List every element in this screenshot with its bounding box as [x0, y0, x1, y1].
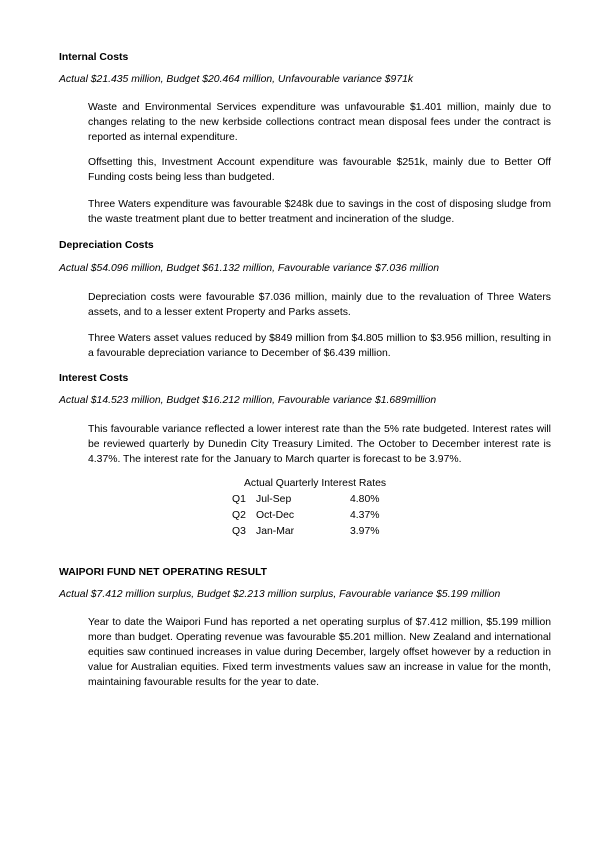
interest-rates-title: Actual Quarterly Interest Rates — [244, 478, 387, 489]
depreciation-costs-summary: Actual $54.096 million, Budget $61.132 million, Favourable variance $7.036 million — [59, 263, 440, 274]
interest-rate-row — [232, 510, 392, 525]
rate-quarter: Q3 — [232, 526, 246, 537]
internal-costs-paragraph: Waste and Environmental Services expenditure was unfavourable $1.401 million, mainly due to changes relating to the new kerbside collections contract mean disposal fees under the contract is reported as internal expenditure. — [88, 102, 551, 143]
interest-rate-row — [232, 526, 392, 541]
internal-costs-summary: Actual $21.435 million, Budget $20.464 million, Unfavourable variance $971k — [59, 74, 414, 85]
interest-costs-heading: Interest Costs — [59, 373, 129, 384]
internal-costs-paragraph: Three Waters expenditure was favourable $248k due to savings in the cost of disposing sludge from the waste treatment plant due to better treatment and incineration of the sludge. — [88, 199, 551, 225]
rate-quarter: Q1 — [232, 494, 246, 505]
rate-period: Jul-Sep — [256, 494, 292, 505]
rate-period: Oct-Dec — [256, 510, 295, 521]
waipori-fund-summary: Actual $7.412 million surplus, Budget $2.213 million surplus, Favourable variance $5.199 million — [59, 589, 501, 600]
depreciation-costs-heading: Depreciation Costs — [59, 240, 154, 251]
internal-costs-heading: Internal Costs — [59, 52, 129, 63]
interest-costs-summary: Actual $14.523 million, Budget $16.212 million, Favourable variance $1.689million — [59, 395, 437, 406]
rate-quarter: Q2 — [232, 510, 246, 521]
rate-value: 4.80% — [350, 494, 380, 505]
interest-costs-paragraph: This favourable variance reflected a lower interest rate than the 5% rate budgeted. Interest rates will be reviewed quarterly by Dunedin City Treasury Limited. The October to December interest rate is 4.37%. The interest rate for the January to March quarter is forecast to be 3.97%. — [88, 424, 551, 465]
depreciation-costs-paragraph: Three Waters asset values reduced by $849 million from $4.805 million to $3.956 million, resulting in a favourable depreciation variance to December of $6.439 million. — [88, 333, 551, 359]
interest-rate-row — [232, 494, 392, 509]
waipori-fund-paragraph: Year to date the Waipori Fund has reported a net operating surplus of $7.412 million, $5.199 million more than budget. Operating revenue was favourable $5.201 million. New Zealand and international equities saw continued increases in value during December, largely offset however by a reduction in value for Australian equities. Fixed term investments values saw an increase in value for the month, maintaining favourable results for the year to date. — [88, 617, 551, 688]
internal-costs-paragraph: Offsetting this, Investment Account expenditure was favourable $251k, mainly due to Better Off Funding costs being less than budgeted. — [88, 157, 551, 183]
waipori-fund-heading: WAIPORI FUND NET OPERATING RESULT — [59, 567, 268, 578]
rate-value: 4.37% — [350, 510, 380, 521]
depreciation-costs-paragraph: Depreciation costs were favourable $7.036 million, mainly due to the revaluation of Three Waters assets, and to a lesser extent Property and Parks assets. — [88, 292, 551, 318]
rate-value: 3.97% — [350, 526, 380, 537]
rate-period: Jan-Mar — [256, 526, 295, 537]
